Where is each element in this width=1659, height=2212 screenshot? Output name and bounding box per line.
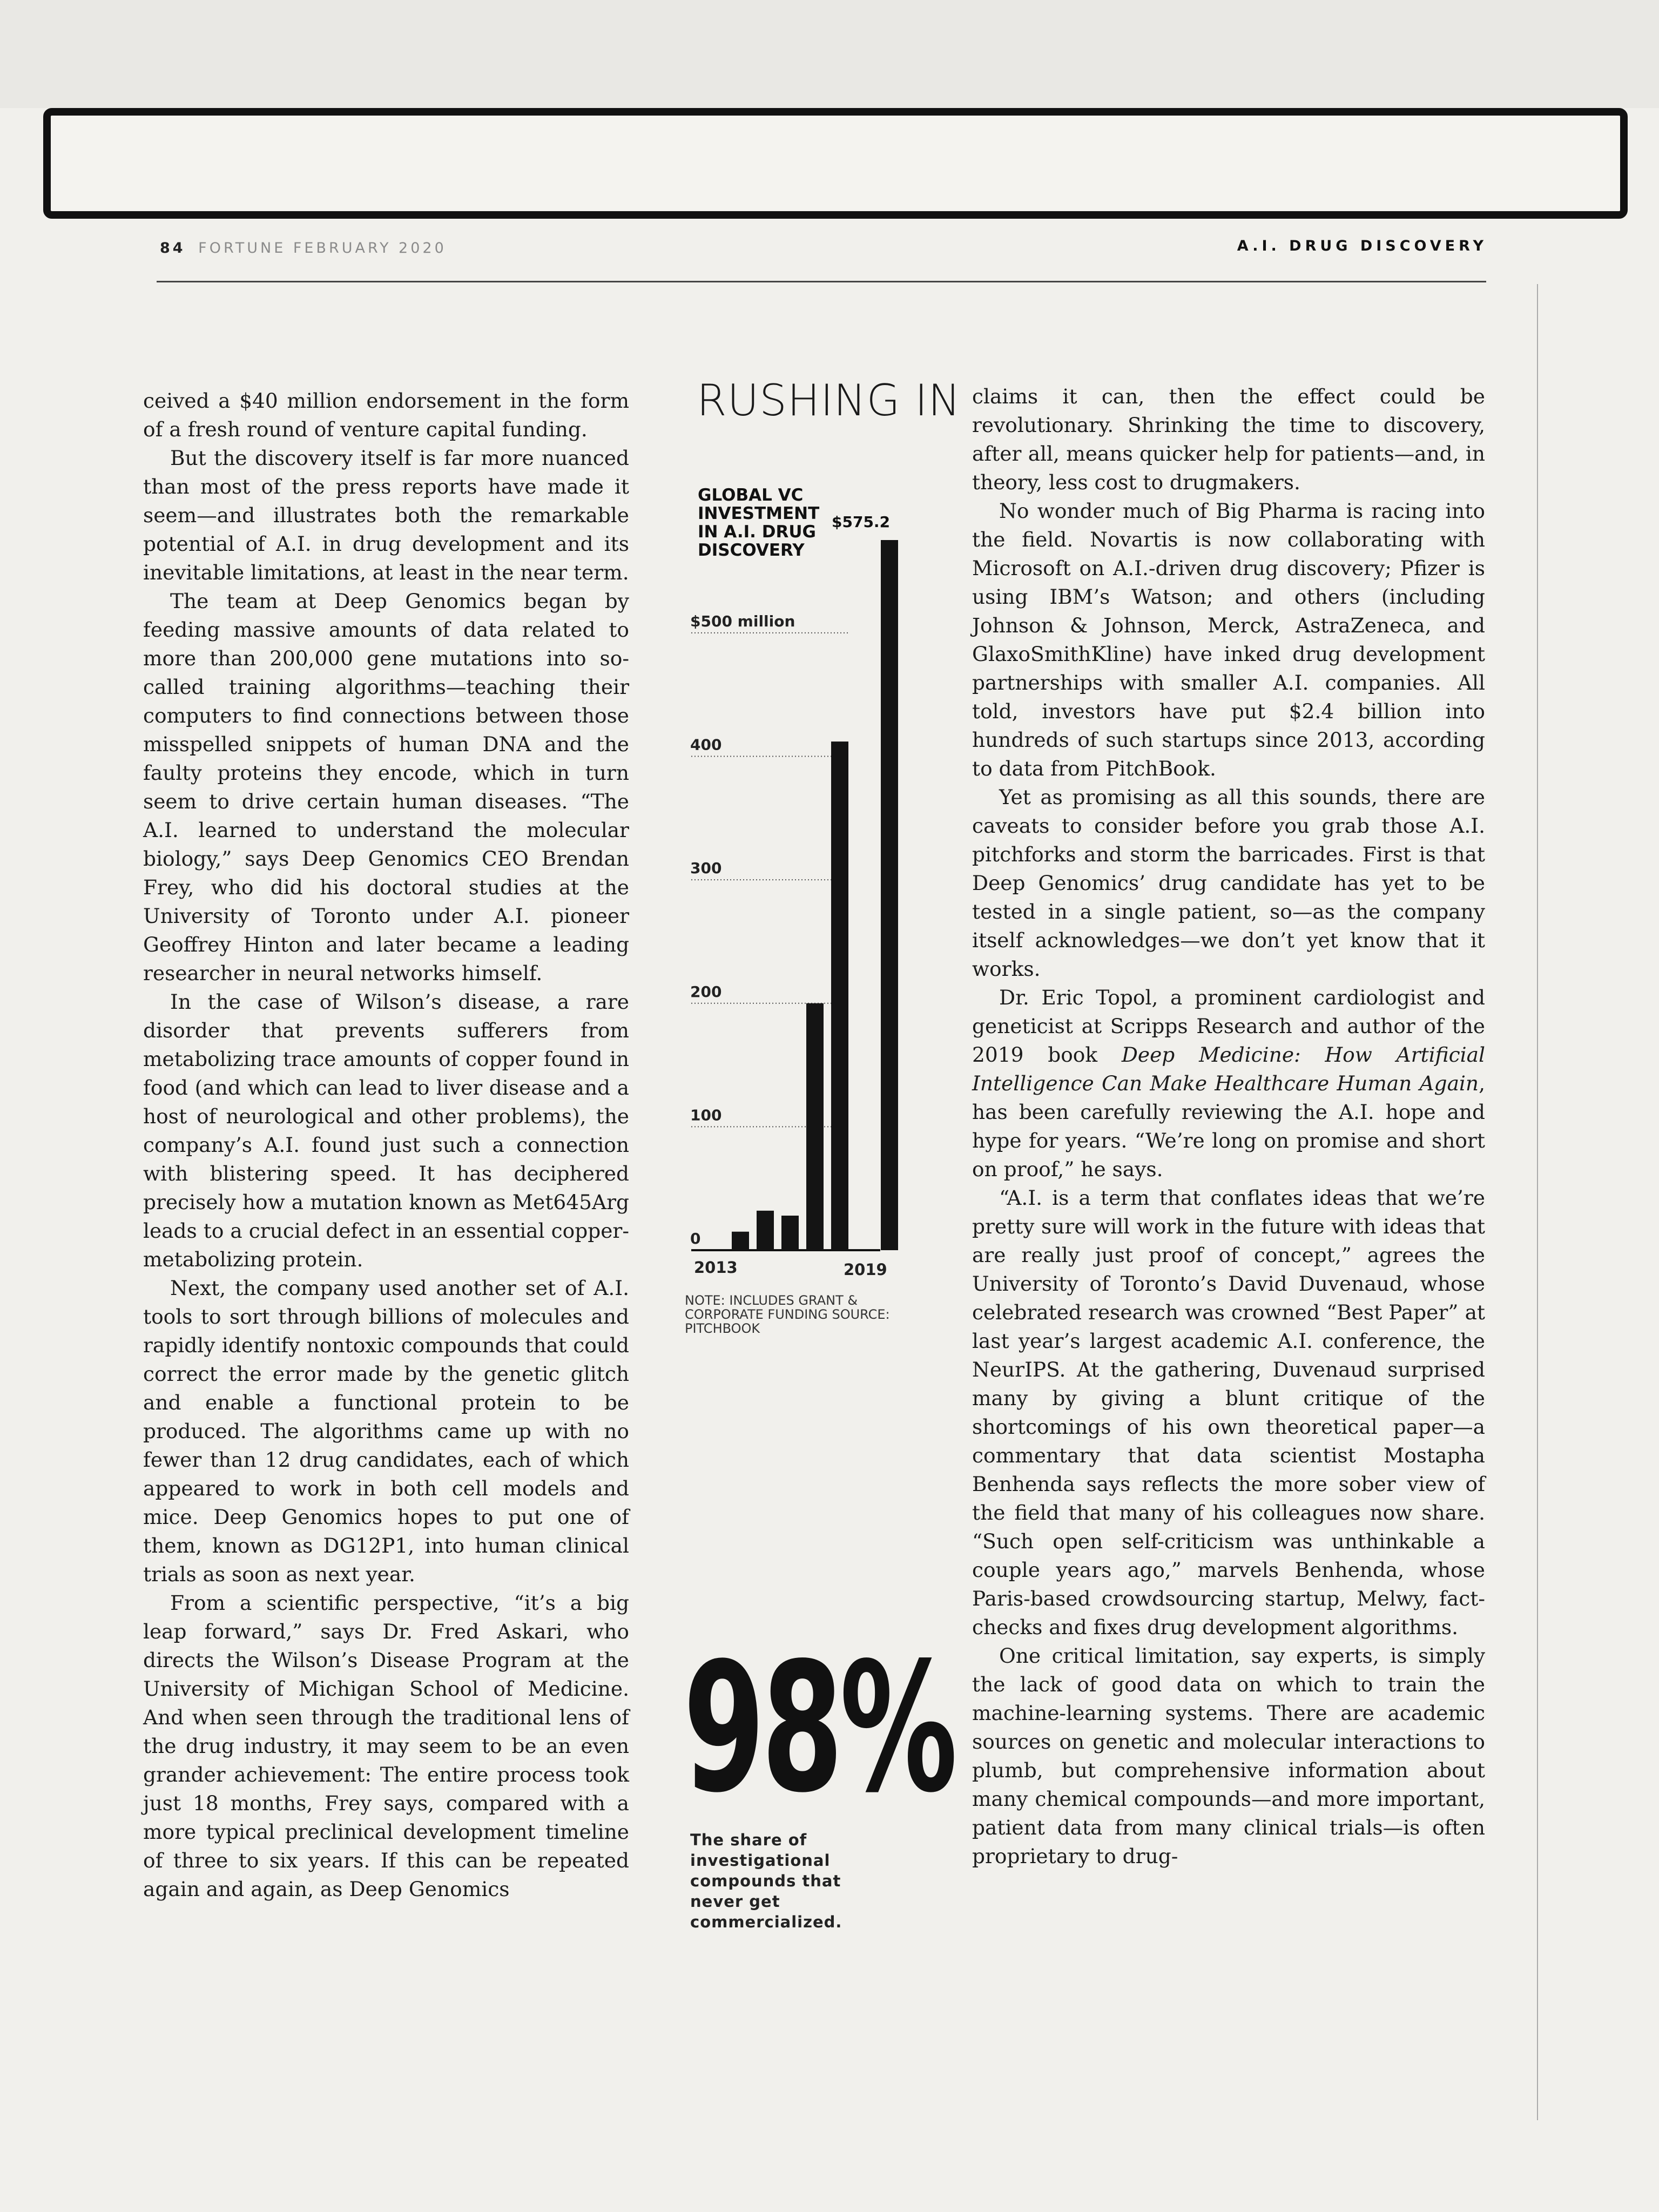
section-title: A.I. DRUG DISCOVERY (1237, 238, 1487, 254)
bar-2015 (781, 1216, 799, 1250)
folio (160, 240, 447, 257)
column-rule (1537, 284, 1538, 2120)
paragraph: But the discovery itself is far more nuanced than most of the press reports have made it seem—and illustrates both the remarkable potential of A.I. in drug development and its inevitable limitations, at least in the near term. (143, 446, 629, 584)
chart-title: RUSHING IN (697, 375, 961, 426)
paragraph: No wonder much of Big Pharma is racing into the field. Novartis is now collaborating with Microsoft on A.I.-driven drug discovery; Pfizer is using IBM’s Watson; and others (including Johnson & Johnson, Merck, AstraZeneca, and GlaxoSmithKline) have inked drug development partnerships with smaller A.I. companies. All told, investors have put $2.4 billion into hundreds of such startups since 2013, according to data from PitchBook. (972, 499, 1485, 780)
publication-line: FORTUNE FEBRUARY 2020 (198, 240, 447, 257)
paragraph: One critical limitation, say experts, is simply the lack of good data on which to train the machine-learning systems. There are academic sources on genetic and molecular interactions to plumb, but comprehensive information about many chemical compounds—and more important, patient data from many clinical trials—is often proprietary to drug- (972, 1644, 1485, 1868)
x-tick-label: 2019 (844, 1260, 887, 1279)
chart-subtitle: GLOBAL VC INVESTMENT IN A.I. DRUG DISCOVERY (698, 485, 820, 560)
y-tick-label: 200 (690, 982, 722, 1001)
header-rule (157, 281, 1486, 282)
paragraph: Next, the company used another set of A.I. tools to sort through billions of molecules and rapidly identify nontoxic compounds that could correct the error made by the genetic glitch and enable a functional protein to be produced. The algorithms came up with no fewer than 12 drug candidates, each of which appeared to work in both cell models and mice. Deep Genomics hopes to put one of them, known as DG12P1, into human clinical trials as soon as next year. (143, 1276, 629, 1586)
article-column-right (972, 382, 1485, 1871)
paragraph: In the case of Wilson’s disease, a rare disorder that prevents sufferers from metabolizing trace amounts of copper found in food (and which can lead to liver disease and a host of neurological and other problems), the company’s A.I. found just such a connection with blistering speed. It has deciphered precisely how a mutation known as Met645Arg leads to a crucial defect in an essential copper-metabolizing protein. (143, 990, 629, 1271)
bar-2014 (757, 1211, 774, 1250)
paragraph: Yet as promising as all this sounds, there are caveats to consider before you grab those A.I. pitchforks and storm the barricades. First is that Deep Genomics’ drug candidate has yet to be tested in a single patient, so—as the company itself acknowledges—we don’t yet know that it works. (972, 785, 1485, 981)
y-tick-label: $500 million (690, 612, 795, 630)
paragraph: “A.I. is a term that conflates ideas that we’re pretty sure will work in the future with ideas that are really just proof of concept,” agrees the University of Toronto’s David Duvenaud, whose celebrated research was crowned “Best Paper” at last year’s largest academic A.I. conference, the NeurIPS. At the gathering, Duvenaud surprised many by giving a blunt critique of the shortcomings of his own theoretical paper—a commentary that data scientist Mostapha Benhenda says reflects the more sober view of the field that many of his colleagues now share. “Such open self-criticism was unthinkable a couple years ago,” marvels Benhenda, whose Paris-based crowdsourcing startup, Melwy, fact-checks and fixes drug development algorithms. (972, 1186, 1485, 1639)
paragraph: The team at Deep Genomics began by feeding massive amounts of data related to more than 200,000 gene mutations into so-called training algorithms—teaching their computers to find connections between those misspelled snippets of human DNA and the faulty proteins they encode, which in turn seem to drive certain human diseases. “The A.I. learned to understand the molecular biology,” says Deep Genomics CEO Brendan Frey, who did his doctoral studies at the University of Toronto under A.I. pioneer Geoffrey Hinton and later became a leading researcher in neural networks himself. (143, 589, 629, 985)
redaction-box (43, 108, 1628, 219)
y-tick-label: 400 (690, 736, 722, 754)
paragraph: Dr. Eric Topol, a prominent cardiologist and geneticist at Scripps Research and author of the 2019 book Deep Medicine: How Artificial Intelligence Can Make Healthcare Human Again, has been carefully reviewing the A.I. hope and hype for years. “We’re long on promise and short on proof,” he says. (972, 986, 1485, 1181)
bar-2013 (732, 1232, 749, 1250)
value-label: $575.2 (832, 513, 891, 531)
page-number: 84 (160, 240, 186, 257)
paragraph: claims it can, then the effect could be revolutionary. Shrinking the time to discovery, after all, means quicker help for patients—and, in theory, less cost to drugmakers. (972, 385, 1485, 494)
bar-2017 (831, 741, 848, 1250)
x-tick-label: 2013 (694, 1258, 738, 1277)
investment-bar-chart (686, 497, 902, 1291)
y-tick-label: 0 (690, 1230, 701, 1247)
article-column-left (143, 387, 629, 1904)
y-tick-label: 100 (690, 1106, 722, 1124)
paragraph: ceived a $40 million endorsement in the form of a fresh round of venture capital funding. (143, 389, 629, 441)
stat-percentage: 98% (683, 1624, 954, 1832)
stat-caption: The share of investigational compounds that never get commercialized. (690, 1831, 842, 1931)
book-title: Deep Medicine: How Artificial Intelligence Can Make Healthcare Human Again (972, 1043, 1485, 1095)
bar-2016 (806, 1003, 824, 1250)
paragraph: From a scientific perspective, “it’s a big leap forward,” says Dr. Fred Askari, who directs the Wilson’s Disease Program at the University of Michigan School of Medicine. And when seen through the traditional lens of the drug industry, it may seem to be an even grander achievement: The entire process took just 18 months, Frey says, compared with a more typical preclinical development timeline of three to six years. If this can be repeated again and again, as Deep Genomics (143, 1591, 629, 1901)
y-tick-label: 300 (690, 859, 722, 878)
top-margin (0, 0, 1659, 108)
chart-note: NOTE: INCLUDES GRANT & CORPORATE FUNDING SOURCE: PITCHBOOK (685, 1293, 890, 1336)
bar-2019 (881, 540, 898, 1250)
